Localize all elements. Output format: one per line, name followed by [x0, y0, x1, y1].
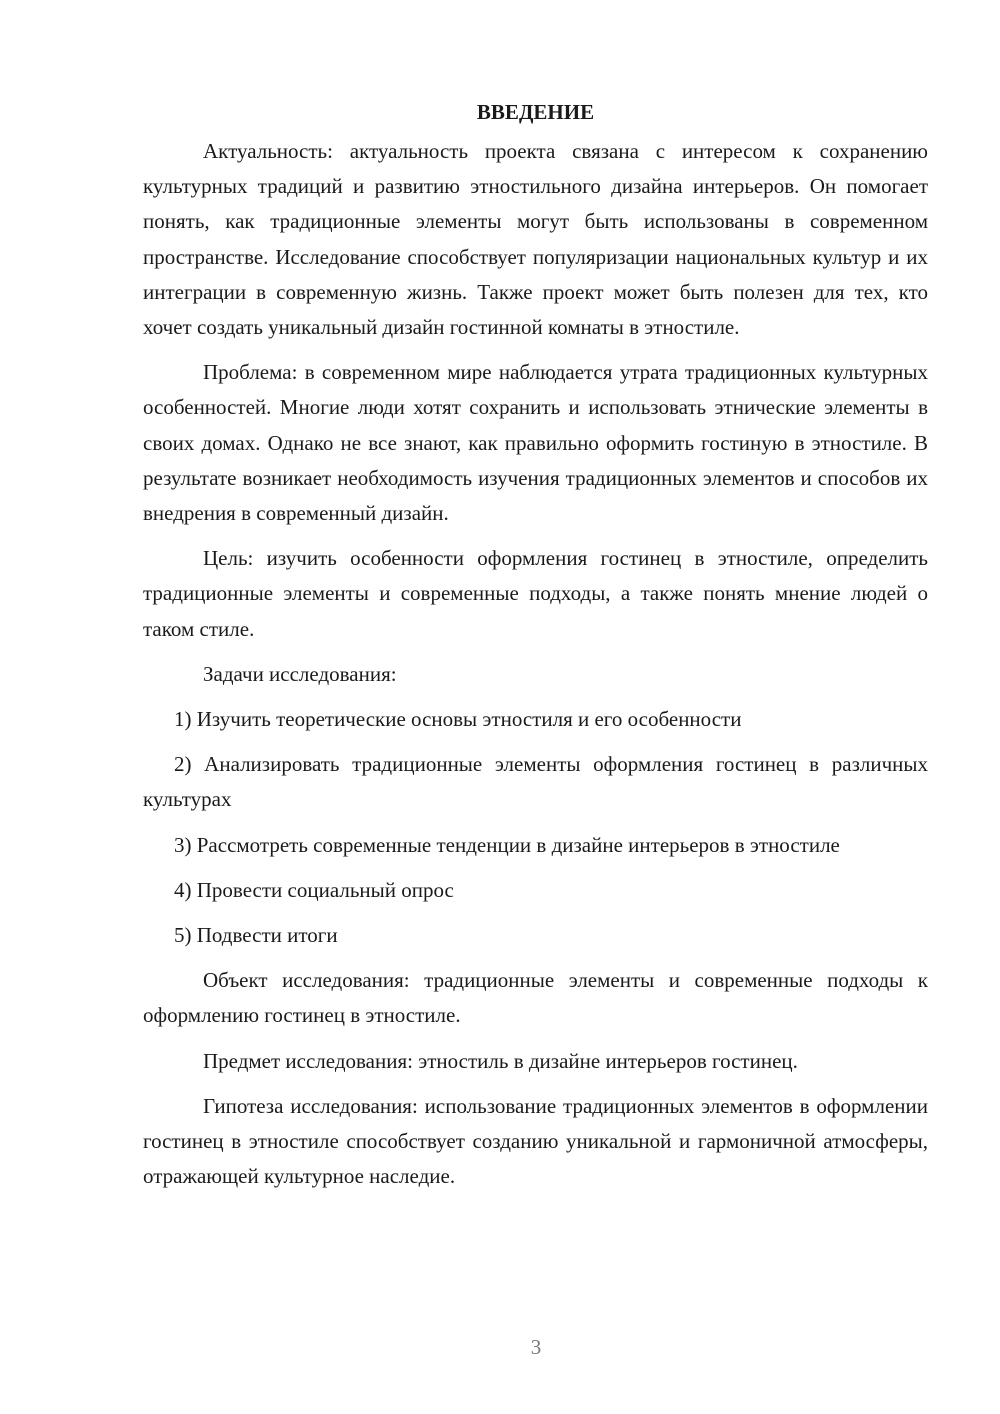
hypothesis-paragraph: Гипотеза исследования: использование традиционных элементов в оформлении гостинец в этностиле способствует созданию уникальной и гармоничной атмосферы, отражающей культурное наследие.: [143, 1093, 928, 1189]
section-heading: ВВЕДЕНИЕ: [476, 100, 595, 124]
task-item-1: 1) Изучить теоретические основы этностиля и его особенности: [174, 707, 742, 732]
problem-paragraph: Проблема: в современном мире наблюдается утрата традиционных культурных особенностей. Многие люди хотят сохранить и использовать этнические элементы в своих домах. Однако не все знают, как правильно оформить гостиную в этностиле. В результате возникает необходимость изучения традиционных элементов и способов их внедрения в современный дизайн.: [143, 360, 928, 526]
task-item-3: 3) Рассмотреть современные тенденции в дизайне интерьеров в этностиле: [174, 832, 840, 857]
task-item-5: 5) Подвести итоги: [174, 923, 338, 948]
task-item-4: 4) Провести социальный опрос: [174, 877, 454, 902]
object-paragraph: Объект исследования: традиционные элементы и современные подходы к оформлению гостинец в этностиле.: [143, 968, 928, 1028]
page-content: [143, 95, 928, 1194]
tasks-title: Задачи исследования:: [203, 661, 397, 686]
page-number: 3: [530, 1335, 542, 1359]
goal-paragraph: Цель: изучить особенности оформления гостинец в этностиле, определить традиционные элементы и современные подходы, а также понять мнение людей о таком стиле.: [143, 546, 928, 641]
task-item-2: 2) Анализировать традиционные элементы оформления гостинец в различных культурах: [143, 752, 928, 812]
subject-paragraph: Предмет исследования: этностиль в дизайне интерьеров гостинец.: [203, 1048, 798, 1073]
relevance-paragraph: Актуальность: актуальность проекта связана с интересом к сохранению культурных традиций и развитию этностильного дизайна интерьеров. Он помогает понять, как традиционные элементы могут быть использованы в современном пространстве. Исследование способствует популяризации национальных культур и их интеграции в современную жизнь. Также проект может быть полезен для тех, кто хочет создать уникальный дизайн гостинной комнаты в этностиле.: [143, 139, 928, 340]
